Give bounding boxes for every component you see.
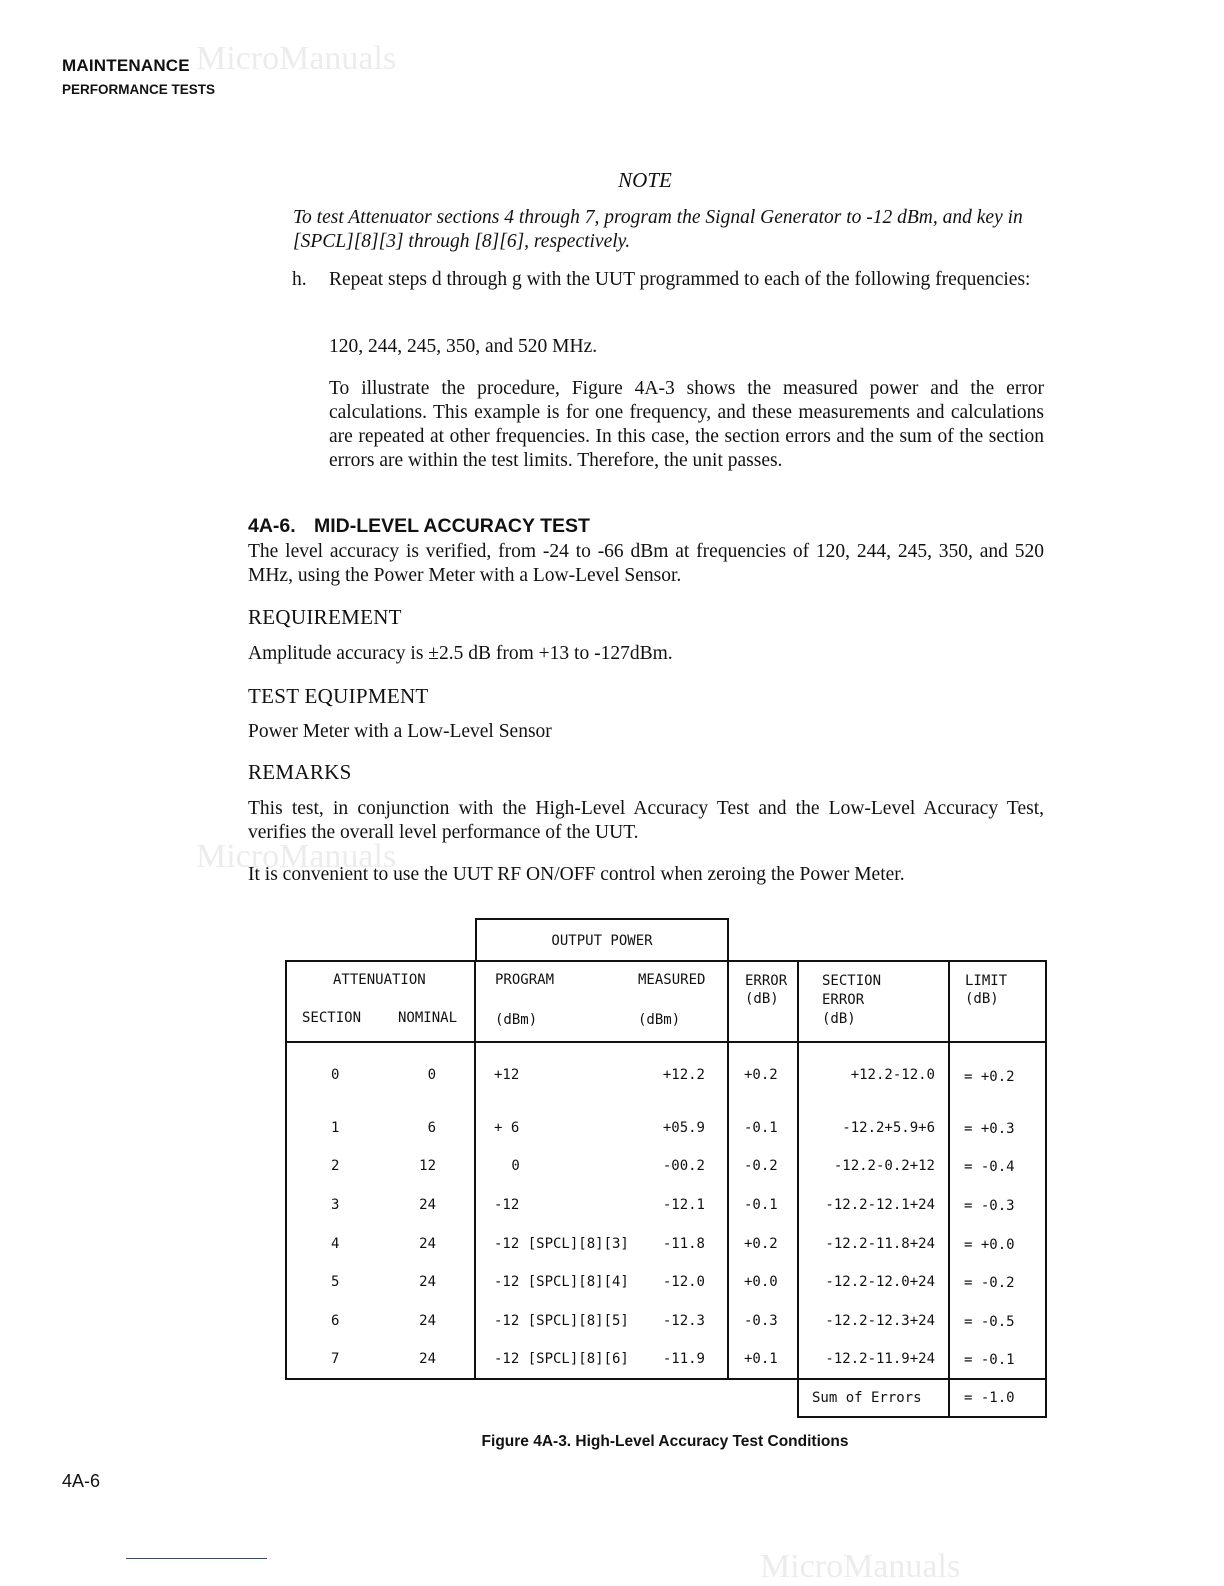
cell-nominal: 24 bbox=[419, 1236, 436, 1252]
cell-section: 5 bbox=[331, 1274, 340, 1290]
cell-error: -0.3 bbox=[744, 1313, 778, 1329]
cell-program: -12 [SPCL][8][5] bbox=[494, 1313, 629, 1329]
cell-section: 3 bbox=[331, 1197, 340, 1213]
cell-nominal: 0 bbox=[427, 1067, 436, 1083]
column-divider bbox=[797, 960, 799, 1380]
watermark: MicroManuals bbox=[196, 838, 397, 875]
cell-measured: -11.8 bbox=[662, 1236, 705, 1252]
step-label: h. bbox=[292, 269, 307, 290]
cell-calculation: -12.2-12.3+24 bbox=[825, 1313, 935, 1329]
cell-measured: +12.2 bbox=[662, 1067, 705, 1083]
remarks-paragraph-1: This test, in conjunction with the High-Level Accuracy Test and the Low-Level Accuracy Test, verifies the overall level performance of the UUT. bbox=[248, 798, 1044, 843]
cell-calculation: -12.2-11.9+24 bbox=[825, 1351, 935, 1367]
cell-calculation: -12.2-12.1+24 bbox=[825, 1197, 935, 1213]
section-title: MID-LEVEL ACCURACY TEST bbox=[314, 515, 590, 537]
remarks-paragraph-2: It is convenient to use the UUT RF ON/OFF control when zeroing the Power Meter. bbox=[248, 864, 905, 885]
note-title: NOTE bbox=[618, 168, 672, 192]
frequency-list: 120, 244, 245, 350, and 520 MHz. bbox=[329, 336, 598, 357]
step-h bbox=[292, 268, 1044, 292]
cell-error: +0.1 bbox=[744, 1351, 778, 1367]
cell-measured: +05.9 bbox=[662, 1120, 705, 1136]
running-header-section: MAINTENANCE bbox=[62, 56, 190, 75]
watermark: MicroManuals bbox=[760, 1548, 961, 1585]
cell-program: + 6 bbox=[494, 1120, 520, 1136]
section-heading bbox=[248, 515, 590, 538]
column-divider bbox=[948, 960, 950, 1380]
cell-program: -12 [SPCL][8][3] bbox=[494, 1236, 629, 1252]
limit-column-header: LIMIT bbox=[965, 973, 1008, 989]
program-column-header: PROGRAM bbox=[495, 972, 555, 988]
step-text: Repeat steps d through g with the UUT programmed to each of the following frequencies: bbox=[329, 269, 1031, 290]
error-unit: (dB) bbox=[745, 991, 779, 1007]
page-number: 4A-6 bbox=[62, 1471, 101, 1491]
running-header-subsection: PERFORMANCE TESTS bbox=[62, 82, 216, 97]
column-divider bbox=[727, 960, 729, 1380]
cell-result: = +0.2 bbox=[964, 1069, 1015, 1085]
cell-section: 2 bbox=[331, 1158, 340, 1174]
remarks-heading: REMARKS bbox=[248, 760, 352, 784]
cell-nominal: 6 bbox=[427, 1120, 436, 1136]
cell-calculation: -12.2+5.9+6 bbox=[842, 1120, 935, 1136]
cell-error: +0.2 bbox=[744, 1236, 778, 1252]
cell-nominal: 24 bbox=[419, 1351, 436, 1367]
cell-result: = -0.5 bbox=[964, 1314, 1015, 1330]
cell-measured: -12.0 bbox=[662, 1274, 705, 1290]
equipment-heading: TEST EQUIPMENT bbox=[248, 684, 429, 708]
sum-of-errors-value: = -1.0 bbox=[964, 1390, 1015, 1406]
figure-caption: Figure 4A-3. High-Level Accuracy Test Conditions bbox=[481, 1433, 849, 1450]
cell-section: 0 bbox=[331, 1067, 340, 1083]
error-column-header: ERROR bbox=[745, 973, 788, 989]
cell-result: = -0.3 bbox=[964, 1198, 1015, 1214]
cell-result: = +0.3 bbox=[964, 1121, 1015, 1137]
requirement-text: Amplitude accuracy is ±2.5 dB from +13 to -127dBm. bbox=[248, 643, 673, 664]
attenuation-header: ATTENUATION bbox=[333, 972, 426, 988]
equipment-text: Power Meter with a Low-Level Sensor bbox=[248, 721, 552, 742]
measured-column-header: MEASURED bbox=[638, 972, 706, 988]
cell-section: 6 bbox=[331, 1313, 340, 1329]
cell-error: -0.2 bbox=[744, 1158, 778, 1174]
section-error-header-2: ERROR bbox=[822, 992, 865, 1008]
cell-nominal: 12 bbox=[419, 1158, 436, 1174]
cell-error: +0.2 bbox=[744, 1067, 778, 1083]
cell-measured: -12.3 bbox=[662, 1313, 705, 1329]
cell-calculation: +12.2-12.0 bbox=[850, 1067, 935, 1083]
cell-result: = -0.2 bbox=[964, 1275, 1015, 1291]
limit-unit: (dB) bbox=[965, 991, 999, 1007]
cell-program: 0 bbox=[503, 1158, 520, 1174]
footer-rule bbox=[126, 1558, 267, 1559]
cell-measured: -11.9 bbox=[662, 1351, 705, 1367]
cell-section: 7 bbox=[331, 1351, 340, 1367]
note-body: To test Attenuator sections 4 through 7, program the Signal Generator to -12 dBm, and key in [SPCL][8][3] through [8][6], respectively. bbox=[293, 207, 1023, 252]
requirement-heading: REQUIREMENT bbox=[248, 605, 402, 629]
section-error-header-1: SECTION bbox=[822, 973, 882, 989]
cell-error: -0.1 bbox=[744, 1197, 778, 1213]
header-separator bbox=[285, 1041, 1047, 1043]
cell-measured: -12.1 bbox=[662, 1197, 705, 1213]
column-divider bbox=[474, 960, 476, 1380]
cell-nominal: 24 bbox=[419, 1197, 436, 1213]
watermark: MicroManuals bbox=[196, 40, 397, 77]
cell-calculation: -12.2-11.8+24 bbox=[825, 1236, 935, 1252]
measured-unit: (dBm) bbox=[638, 1012, 681, 1028]
illustration-paragraph: To illustrate the procedure, Figure 4A-3 shows the measured power and the error calculations. This example is for one frequency, and these measurements and calculations are repeated at other frequencies. In this case, the section errors and the sum of the section errors are within the test limits. Therefore, the unit passes. bbox=[329, 378, 1044, 471]
cell-nominal: 24 bbox=[419, 1274, 436, 1290]
nominal-column-header: NOMINAL bbox=[398, 1010, 458, 1026]
cell-result: = -0.4 bbox=[964, 1159, 1015, 1175]
section-intro: The level accuracy is verified, from -24 to -66 dBm at frequencies of 120, 244, 245, 350, and 520 MHz, using the Power Meter with a Low-Level Sensor. bbox=[248, 541, 1044, 586]
column-divider bbox=[948, 1378, 950, 1418]
cell-program: -12 [SPCL][8][6] bbox=[494, 1351, 629, 1367]
cell-nominal: 24 bbox=[419, 1313, 436, 1329]
cell-error: -0.1 bbox=[744, 1120, 778, 1136]
section-error-unit: (dB) bbox=[822, 1011, 856, 1027]
cell-error: +0.0 bbox=[744, 1274, 778, 1290]
cell-program: -12 [SPCL][8][4] bbox=[494, 1274, 629, 1290]
cell-calculation: -12.2-12.0+24 bbox=[825, 1274, 935, 1290]
sum-of-errors-label: Sum of Errors bbox=[812, 1390, 922, 1406]
cell-program: +12 bbox=[494, 1067, 520, 1083]
program-unit: (dBm) bbox=[495, 1012, 538, 1028]
cell-result: = -0.1 bbox=[964, 1352, 1015, 1368]
cell-calculation: -12.2-0.2+12 bbox=[833, 1158, 935, 1174]
output-power-label: OUTPUT POWER bbox=[551, 933, 653, 949]
cell-measured: -00.2 bbox=[662, 1158, 705, 1174]
cell-result: = +0.0 bbox=[964, 1237, 1015, 1253]
section-number: 4A-6. bbox=[248, 515, 296, 537]
cell-section: 1 bbox=[331, 1120, 340, 1136]
cell-section: 4 bbox=[331, 1236, 340, 1252]
section-column-header: SECTION bbox=[302, 1010, 362, 1026]
cell-program: -12 bbox=[494, 1197, 520, 1213]
